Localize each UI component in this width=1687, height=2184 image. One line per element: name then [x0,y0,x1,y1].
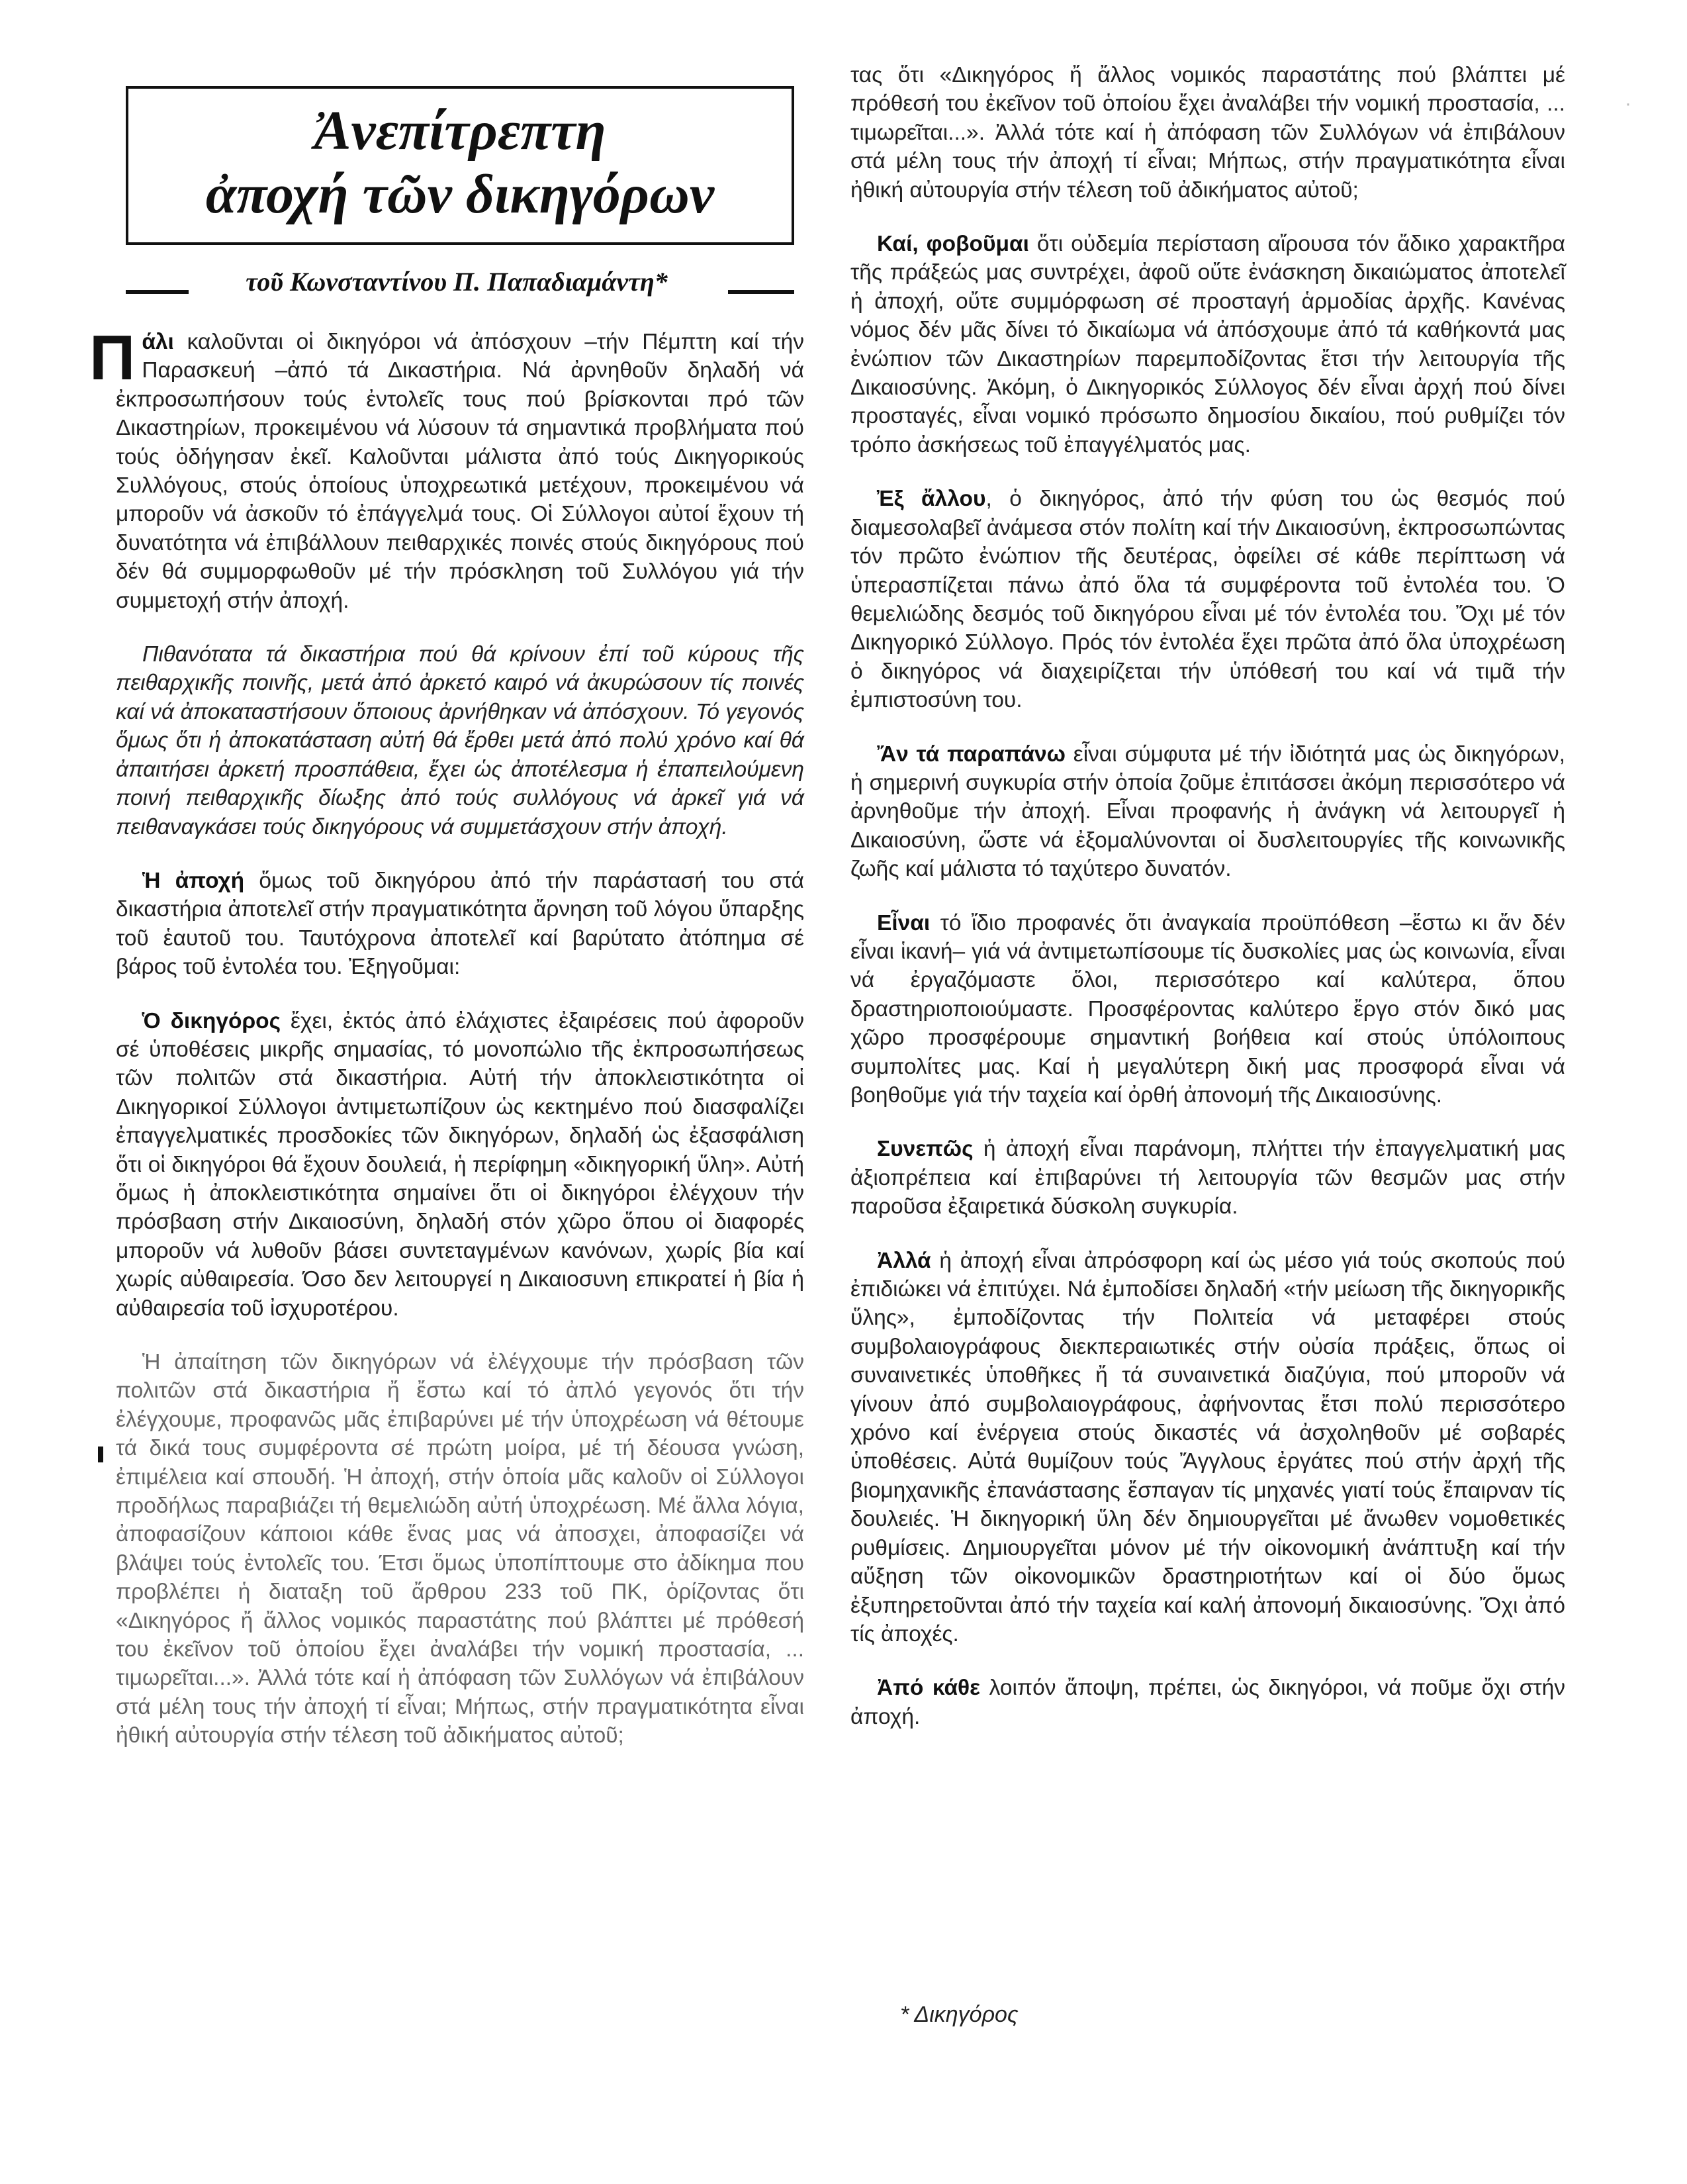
paragraph [850,909,1565,1110]
paragraph-text: ἔχει, ἐκτός ἀπό ἐλάχιστες ἐξαιρέσεις πού ἀφοροῦν σέ ὑποθέσεις μικρῆς σημασίας, τό μονοπώλιο τῆς ἐκπροσωπήσεως τῶν πολιτῶν στά δικαστήρια. Αὐτή τήν ἀποκλειστικότητα οἱ Δικηγορικοί Σύλλογοι ἀντιμετωπίζουν ὡς κεκτημένο πού διασφαλίζει ἐπαγγελματικές προσδοκίες τῶν δικηγόρων, δηλαδή ὡς ἐξασφάλιση ὅτι οἱ δικηγόροι θά ἔχουν δουλειά, ἡ περίφημη «δικηγορική ὕλη». Αὐτή ὅμως ἡ ἀποκλειστικότητα σημαίνει ὅτι οἱ δικηγόροι ἐλέγχουν τήν πρόσβαση στήν Δικαιοσύνη, δηλαδή στόν χῶρο ὅπου οἱ διαφορές μποροῦν νά λυθοῦν βάσει συντεταγμένων κανόνων, χωρίς βία καί χωρίς αὐθαιρεσία. Όσο δεν λειτουργεί η Δικαιοσυνη επικρατεί ἡ βία ἡ αὐθαιρεσία τοῦ ἰσχυροτέρου. [116,1008,804,1321]
paragraph-lead: Ὁ δικηγόρος [142,1008,281,1033]
paragraph [116,1348,804,1750]
paragraph-lead: Ἡ ἀποχή [142,868,245,893]
paragraph-lead: Ἀλλά [877,1248,931,1273]
article-title-line-1: Ἀνεπίτρεπτη [314,100,606,162]
byline-rule-right [728,290,794,294]
paragraph-text: εἶναι σύμφυτα μέ τήν ἰδιότητά μας ὡς δικηγόρων, ἡ σημερινή συγκυρία στήν ὁποία ζοῦμε ἐπιτάσσει ἀκόμη περισσότερο νά ἀρνηθοῦμε τήν ἀποχή. Εἶναι προφανής ἡ ἀνάγκη νά λειτουργεῖ ἡ Δικαιοσύνη, ὥστε νά ἐξομαλύνονται οἱ δυσλειτουργίες τῆς κοινωνικῆς ζωῆς καί μάλιστα τό ταχύτερο δυνατόν. [850,741,1565,882]
paragraph-lead: Ἄν τά παραπάνω [877,741,1066,767]
paragraph-lead: Συνεπῶς [877,1137,974,1162]
paragraph-text: , ὁ δικηγόρος, ἀπό τήν φύση του ὡς θεσμός πού διαμεσολαβεῖ ἀνάμεσα στόν πολίτη καί τήν Δικαιοσύνη, ἐκπροσωπώντας τόν πρῶτο ἐνώπιον τῆς δευτέρας, ὀφείλει σέ κάθε περίπτωση νά ὑπερασπίζεται πάνω ἀπό ὅλα τά συμφέροντα τοῦ ἐντολέα του. Ὁ θεμελιώδης δεσμός τοῦ δικηγόρου εἶναι μέ τόν ἐντολέα του. Ὄχι μέ τόν Δικηγορικό Σύλλογο. Πρός τόν ἐντολέα ἔχει πρῶτα ἀπό ὅλα ὑποχρέωση ὁ δικηγόρος νά διαχειρίζεται τήν ὑπόθεσή του καί νά τιμᾶ τήν ἐμπιστοσύνη του. [850,487,1566,713]
paragraph [116,867,804,982]
paragraph [850,740,1565,884]
paragraph [850,1247,1565,1649]
right-column [850,61,1565,1756]
left-column [89,322,804,1776]
paragraph [850,230,1565,459]
paragraph-text: τό ἴδιο προφανές ὅτι ἀναγκαία προϋπόθεση –ἔστω κι ἄν δέν εἶναι ἱκανή– γιά νά ἀντιμετωπίσουμε τίς δυσκολίες μας ὡς κοινωνία, εἶναι νά ἐργαζόμαστε ὅλοι, περισσότερο καί καλύτερα, ὅπου δραστηριοποιούμαστε. Προσφέροντας καλύτερο ἔργο στόν δικό μας χῶρο προσφέρουμε σημαντική βοήθεια καί στούς ὑπόλοιπους συμπολίτες μας. Καί ἡ μεγαλύτερη δική μας προσφορά εἶναι νά βοηθοῦμε γιά τήν ταχεία καί ὀρθή ἀπονομή τῆς Δικαιοσύνης. [850,910,1565,1108]
footnote: * Δικηγόρος [900,2002,1019,2027]
paragraph-lead: Εἶναι [877,910,931,935]
paragraph [850,485,1565,714]
paragraph-text: ὅτι οὐδεμία περίσταση αἴρουσα τόν ἄδικο χαρακτῆρα τῆς πράξεώς μας συντρέχει, ἀφοῦ οὔτε ἐνάσκηση δικαιώματος ἀποτελεῖ ἡ ἀποχή, οὔτε συμμόρφωση σέ προσταγή ἁρμοδίας ἀρχῆς. Κανένας νόμος δέν μᾶς δίνει τό δικαίωμα νά ἀπόσχουμε ἀπό τά καθήκοντά μας ἐνώπιον τῶν Δικαστηρίων παρεμποδίζοντας ἔτσι τήν λειτουργία τῆς Δικαιοσύνης. Ἀκόμη, ὁ Δικηγορικός Σύλλογος δέν εἶναι ἀρχή πού δίνει προσταγές, εἶναι νομικό πρόσωπο δημοσίου δικαίου, πού ρυθμίζει τόν τρόπο ἀσκήσεως τοῦ ἐπαγγέλματός μας. [850,232,1566,457]
paragraph [850,61,1565,205]
title-box [126,86,794,245]
scan-corner-mark: · [1625,93,1631,115]
paragraph-text: Πιθανότατα τά δικαστήρια πού θά κρίνουν ἐπί τοῦ κύρους τῆς πειθαρχικῆς ποινῆς, μετά ἀπό ἀρκετό καιρό νά ἀκυρώσουν τίς ποινές καί νά ἀποκαταστήσουν ὅποιους ἀρνήθηκαν νά ἀπόσχουν. Τό γεγονός ὅμως ὅτι ἡ ἀποκατάσταση αὐτή θά ἔρθει μετά ἀπό πολύ χρόνο καί θά ἀπαιτήσει ἀρκετή προσπάθεια, ἔχει ὡς ἀποτέλεσμα ἡ ἐπαπειλούμενη ποινή πειθαρχικῆς δίωξης ἀπό τούς συλλόγους νά ἀρκεῖ γιά νά πειθαναγκάσει τούς δικηγόρους νά συμμετάσχουν στήν ἀποχή. [116,642,804,839]
paragraph-text: καλοῦνται οἱ δικηγόροι νά ἀπόσχουν –τήν Πέμπτη καί τήν Παρασκευή –ἀπό τά Δικαστήρια. Νά ἀρνηθοῦν δηλαδή νά ἐκπροσωπήσουν τούς ἐντολεῖς τους πού βρίσκονται πρό τῶν Δικαστηρίων, προκειμένου νά λύσουν τά σημαντικά προβλήματα πού τούς ὁδήγησαν ἐκεῖ. Καλοῦνται μάλιστα ἀπό τούς Δικηγορικούς Συλλόγους, στούς ὁποίους ὑποχρεωτικά μετέχουν, προκειμένου νά μποροῦν νά ἀσκοῦν τό ἐπάγγελμά τους. Οἱ Σύλλογοι αὐτοί ἔχουν τή δυνατότητα νά ἐπιβάλλουν πειθαρχικές ποινές στούς δικηγόρους πού δέν θά συμμορφωθοῦν μέ τήν πρόσκληση τοῦ Συλλόγου γιά τήν συμμετοχή στήν ἀποχή. [116,330,804,613]
paragraph-text: ἡ ἀποχή εἶναι ἀπρόσφορη καί ὡς μέσο γιά τούς σκοπούς πού ἐπιδιώκει νά ἐπιτύχει. Νά ἐμποδίσει δηλαδή «τήν μείωση τῆς δικηγορικῆς ὕλης», ἐμποδίζοντας τήν Πολιτεία νά μεταφέρει στούς συμβολαιογράφους διεκπεραιωτικές στήν οὐσία πράξεις, ὅπως οἱ συναινετικές ὑποθῆκες ἤ τά συναινετικά διαζύγια, πού μποροῦν νά γίνουν ἀπό συμβολαιογράφους, ἀφήνοντας ἔτσι πολύ περισσότερο χρόνο καί ἐνέργεια στούς δικαστές νά ἀσχοληθοῦν μέ σοβαρές ὑποθέσεις. Αὐτά θυμίζουν τούς Ἄγγλους ἐργάτες πού στήν ἀρχή τῆς βιομηχανικῆς ἐπανάστασης ἔσπαγαν τίς μηχανές γιατί τούς ἔπαιρναν τίς δουλειές. Ἡ δικηγορική ὕλη δέν δημιουργεῖται μέ ἄνωθεν νομοθετικές ρυθμίσεις. Δημιουργεῖται μόνον μέ τήν οἰκονομική ἀνάπτυξη καί τήν αὔξηση τῶν οἰκονομικῶν δραστηριοτήτων καί οἱ δύο ὅμως ἐξυπηρετοῦνται ἀπό τήν ταχεία καί καλή ἀπονομή δικαιοσύνης. Ὄχι ἀπό τίς ἀποχές. [850,1248,1565,1646]
paragraph-lead: άλι [142,330,174,354]
scan-margin-mark [98,1447,103,1462]
paragraph [850,1135,1565,1221]
article-title-line-2: ἀποχή τῶν δικηγόρων [205,164,715,225]
byline-rule-left [126,290,189,294]
byline: τοῦ Κωνσταντίνου Π. Παπαδιαμάντη* [246,267,668,297]
paragraph [116,640,804,841]
paragraph-lead: Καί, φοβοῦμαι [877,232,1029,257]
paragraph-text: λοιπόν ἄποψη, πρέπει, ὡς δικηγόροι, νά ποῦμε ὄχι στήν ἀποχή. [850,1676,1565,1729]
paragraph [850,1674,1565,1731]
paragraph-text: ἡ ἀποχή εἶναι παράνομη, πλήττει τήν ἐπαγγελματική μας ἀξιοπρέπεια καί ἐπιβαρύνει τή λειτουργία τῶν θεσμῶν μας στήν παροῦσα ἐξαιρετικά δύσκολη συγκυρία. [850,1137,1565,1219]
paragraph-lead: Ἀπό κάθε [877,1676,981,1701]
paragraph-lead: Ἐξ ἄλλου [877,487,986,512]
paragraph-text: ὅμως τοῦ δικηγόρου ἀπό τήν παράστασή του στά δικαστήρια ἀποτελεῖ στήν πραγματικότητα ἄρνηση τοῦ λόγου ὕπαρξης τοῦ ἑαυτοῦ του. Ταυτόχρονα ἀποτελεῖ καί βαρύτατο ἀτόπημα σέ βάρος τοῦ ἐντολέα του. Ἐξηγοῦμαι: [116,868,804,980]
drop-cap: Π [89,322,136,393]
paragraph-text: τας ὅτι «Δικηγόρος ἤ ἄλλος νομικός παραστάτης πού βλάπτει μέ πρόθεσή του ἐκεῖνον τοῦ ὁποίου ἔχει ἀναλάβει τήν νομική προστασία, ... τιμωρεῖται...». Ἀλλά τότε καί ἡ ἀπόφαση τῶν Συλλόγων νά ἐπιβάλουν στά μέλη τους τήν ἀποχή τί εἶναι; Μήπως, στήν πραγματικότητα εἶναι ἠθική αὐτουργία στήν τέλεση τοῦ ἀδικήματος αὐτοῦ; [850,63,1565,203]
paragraph [116,1007,804,1323]
paragraph [89,322,804,615]
paragraph-text: Ἡ ἀπαίτηση τῶν δικηγόρων νά ἐλέγχουμε τήν πρόσβαση τῶν πολιτῶν στά δικαστήρια ἤ ἔστω καί τό ἀπλό γεγονός ὅτι τήν ἐλέγχουμε, προφανῶς μᾶς ἐπιβαρύνει μέ τήν ὑποχρέωση νά θέτουμε τά δικά τους συμφέροντα σέ πρώτη μοίρα, μέ τή δέουσα γνώση, ἐπιμέλεια καί σπουδή. Ἡ ἀποχή, στήν ὁποία μᾶς καλοῦν οἱ Σύλλογοι προδήλως παραβιάζει τή θεμελιώδη αὐτή ὑποχρέωση. Μέ ἄλλα λόγια, ἀποφασίζουν κάποιοι κάθε ἕνας μας νά ἀποσχει, ἀποφασίζει νά βλάψει τούς ἐντολεῖς του. Έτσι ὅμως ὑποπίπτουμε στο ἀδίκημα που προβλέπει ἡ διαταξη τοῦ ἄρθρου 233 τοῦ ΠΚ, ὁρίζοντας ὅτι «Δικηγόρος ἤ ἄλλος νομικός παραστάτης πού βλάπτει μέ πρόθεσή του ἐκεῖνον τοῦ ὁποίου ἔχει ἀναλάβει τήν νομική προστασία, ... τιμωρεῖται...». Ἀλλά τότε καί ἡ ἀπόφαση τῶν Συλλόγων νά ἐπιβάλουν στά μέλη τους τήν ἀποχή τί εἶναι; Μήπως, στήν πραγματικότητα εἶναι ἠθική αὐτουργία στήν τέλεση τοῦ ἀδικήματος αὐτοῦ; [116,1350,804,1748]
